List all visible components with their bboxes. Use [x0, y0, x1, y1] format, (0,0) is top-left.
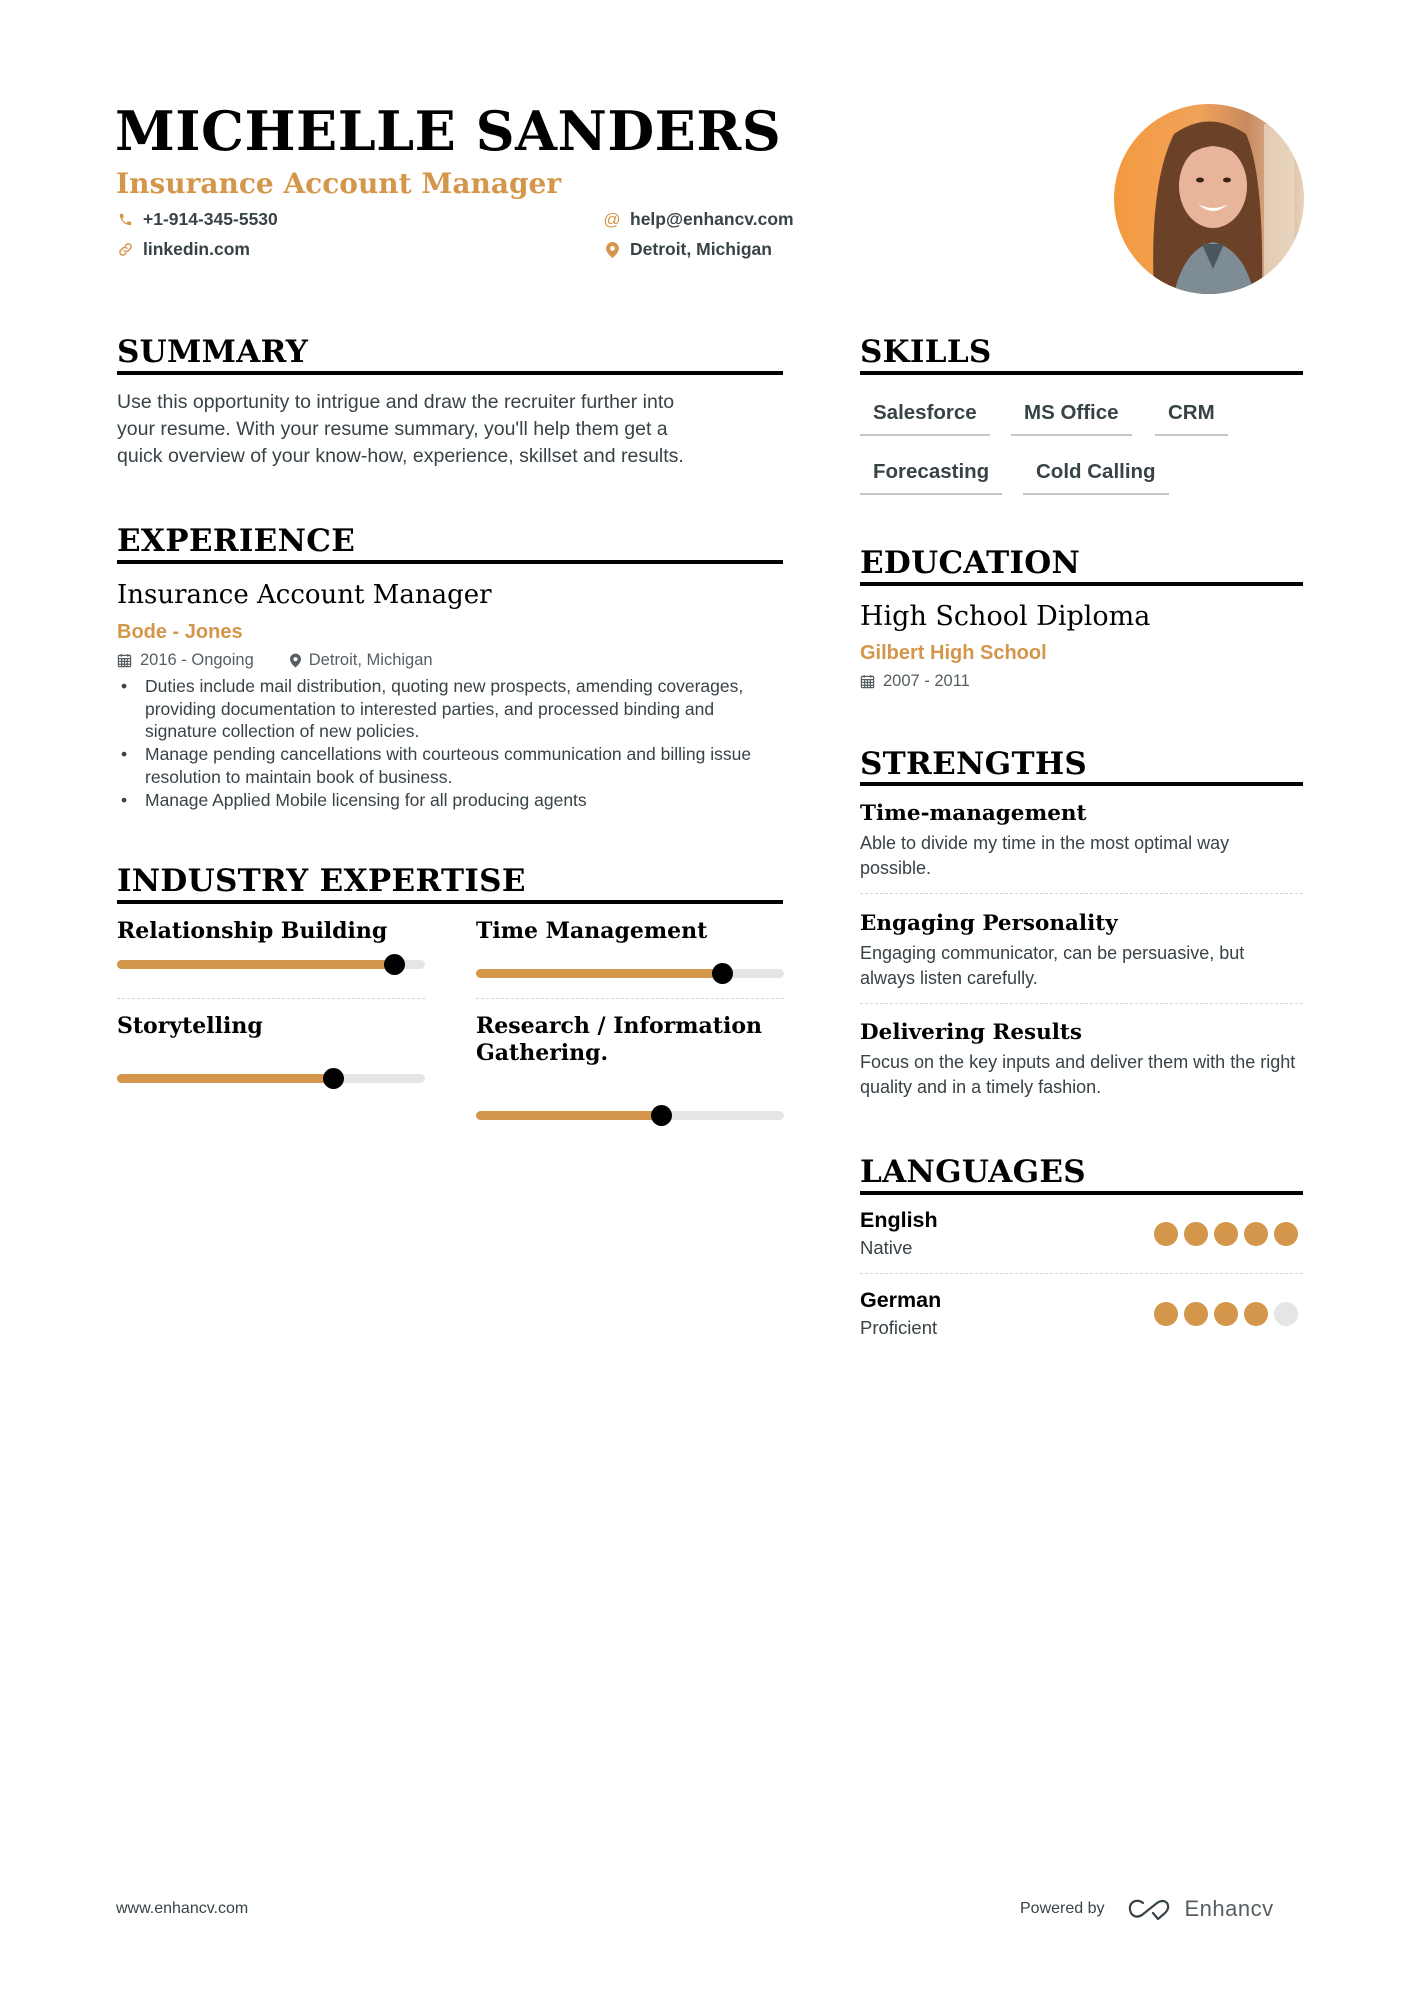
skill-tag: Cold Calling [1023, 462, 1169, 495]
footer-website[interactable]: www.enhancv.com [116, 1900, 249, 1917]
enhancv-logo-icon [1127, 1897, 1173, 1921]
language-name: German [860, 1288, 942, 1312]
map-pin-icon [290, 653, 301, 668]
brand-name: Enhancv [1184, 1896, 1274, 1921]
job-location: Detroit, Michigan [308, 651, 433, 669]
candidate-name: MICHELLE SANDERS [115, 99, 782, 163]
education-meta [860, 673, 970, 690]
summary-line: quick overview of your know-how, experience, skillset and results. [117, 445, 684, 467]
rating-dot-filled [1214, 1222, 1238, 1246]
skill-tag: MS Office [1011, 403, 1132, 436]
education-dates: 2007 - 2011 [883, 672, 970, 690]
education-school: Gilbert High School [860, 642, 1047, 664]
job-company: Bode - Jones [117, 621, 243, 643]
strength-desc: Engaging communicator, can be persuasive, but always listen carefully. [860, 943, 1245, 988]
email-value: help@enhancv.com [630, 209, 794, 229]
strengths-rule [860, 782, 1303, 786]
skill-tag: Forecasting [860, 462, 1002, 495]
strengths-heading: STRENGTHS [860, 746, 1088, 782]
rating-dot-filled [1274, 1222, 1298, 1246]
linkedin-value: linkedin.com [143, 239, 250, 259]
footer-branding[interactable] [1020, 1896, 1274, 1922]
summary-rule [117, 371, 783, 375]
calendar-icon [860, 674, 875, 689]
education-heading: EDUCATION [860, 545, 1081, 581]
expertise-slider-thumb [323, 1068, 344, 1089]
skill-tag: CRM [1155, 403, 1228, 436]
language-level: Native [860, 1237, 913, 1258]
enhancv-logo [1127, 1896, 1274, 1922]
experience-heading: EXPERIENCE [117, 523, 356, 559]
skills-heading: SKILLS [860, 334, 992, 370]
expertise-slider-thumb [384, 954, 405, 975]
divider [860, 893, 1303, 894]
skills-rule [860, 371, 1303, 375]
at-icon: @ [603, 210, 621, 230]
phone-value: +1-914-345-5530 [143, 209, 278, 229]
language-rating [1154, 1302, 1298, 1326]
expertise-slider [476, 1111, 784, 1120]
candidate-title: Insurance Account Manager [116, 167, 562, 200]
job-dates: 2016 - Ongoing [140, 651, 254, 669]
job-bullet: • Manage pending cancellations with courteous communication and billing issue resolution to maintain book of business. [117, 743, 787, 788]
powered-by-label: Powered by [1020, 1900, 1105, 1917]
location-value: Detroit, Michigan [630, 239, 772, 259]
expertise-slider-thumb [712, 963, 733, 984]
profile-photo [1114, 104, 1304, 294]
language-level: Proficient [860, 1317, 938, 1338]
divider [117, 998, 425, 999]
job-title: Insurance Account Manager [117, 580, 492, 610]
language-name: English [860, 1208, 938, 1232]
rating-dot-filled [1154, 1302, 1178, 1326]
expertise-slider-thumb [651, 1105, 672, 1126]
rating-dot-empty [1274, 1302, 1298, 1326]
education-rule [860, 582, 1303, 586]
expertise-slider [117, 1074, 425, 1083]
calendar-icon [117, 653, 132, 668]
contact-phone[interactable] [117, 211, 278, 229]
divider [860, 1273, 1303, 1274]
rating-dot-filled [1244, 1302, 1268, 1326]
strength-title: Time-management [860, 801, 1087, 826]
summary-text [117, 389, 797, 470]
summary-heading: SUMMARY [117, 334, 309, 370]
job-meta [117, 652, 433, 669]
expertise-slider-fill [117, 1074, 333, 1083]
education-degree: High School Diploma [860, 601, 1151, 632]
link-icon [117, 242, 133, 258]
language-rating [1154, 1222, 1298, 1246]
strength-title: Engaging Personality [860, 911, 1118, 936]
expertise-label: Time Management [476, 918, 708, 944]
divider [476, 998, 784, 999]
expertise-slider-fill [117, 960, 394, 969]
job-bullet: • Duties include mail distribution, quoting new prospects, amending coverages, providing documentation to interested parties, and processed binding and signature collection of new policies. [117, 675, 787, 743]
map-pin-icon [604, 242, 620, 258]
rating-dot-filled [1154, 1222, 1178, 1246]
divider [860, 1003, 1303, 1004]
strength-desc: Focus on the key inputs and deliver them with the right quality and in a timely fashion. [860, 1052, 1296, 1097]
phone-icon [117, 212, 133, 228]
expertise-heading: INDUSTRY EXPERTISE [117, 863, 526, 899]
rating-dot-filled [1184, 1222, 1208, 1246]
rating-dot-filled [1214, 1302, 1238, 1326]
languages-rule [860, 1191, 1303, 1195]
strength-desc: Able to divide my time in the most optimal way possible. [860, 833, 1230, 878]
contact-email[interactable] [604, 211, 794, 229]
skill-tag: Salesforce [860, 403, 990, 436]
job-bullets [117, 675, 787, 811]
expertise-slider [476, 969, 784, 978]
experience-rule [117, 560, 783, 564]
expertise-slider-fill [476, 969, 722, 978]
expertise-slider [117, 960, 425, 969]
summary-line: your resume. With your resume summary, you'll help them get a [117, 418, 668, 440]
expertise-label: Storytelling [117, 1013, 263, 1039]
languages-heading: LANGUAGES [860, 1154, 1086, 1190]
job-bullet: • Manage Applied Mobile licensing for all producing agents [117, 789, 787, 812]
contact-linkedin[interactable] [117, 241, 250, 259]
rating-dot-filled [1244, 1222, 1268, 1246]
expertise-rule [117, 900, 783, 904]
expertise-label: Research / Information Gathering. [476, 1013, 762, 1066]
contact-location [604, 241, 772, 259]
summary-line: Use this opportunity to intrigue and draw the recruiter further into [117, 391, 675, 413]
expertise-slider-fill [476, 1111, 661, 1120]
expertise-label: Relationship Building [117, 918, 388, 944]
strength-title: Delivering Results [860, 1020, 1082, 1045]
rating-dot-filled [1184, 1302, 1208, 1326]
